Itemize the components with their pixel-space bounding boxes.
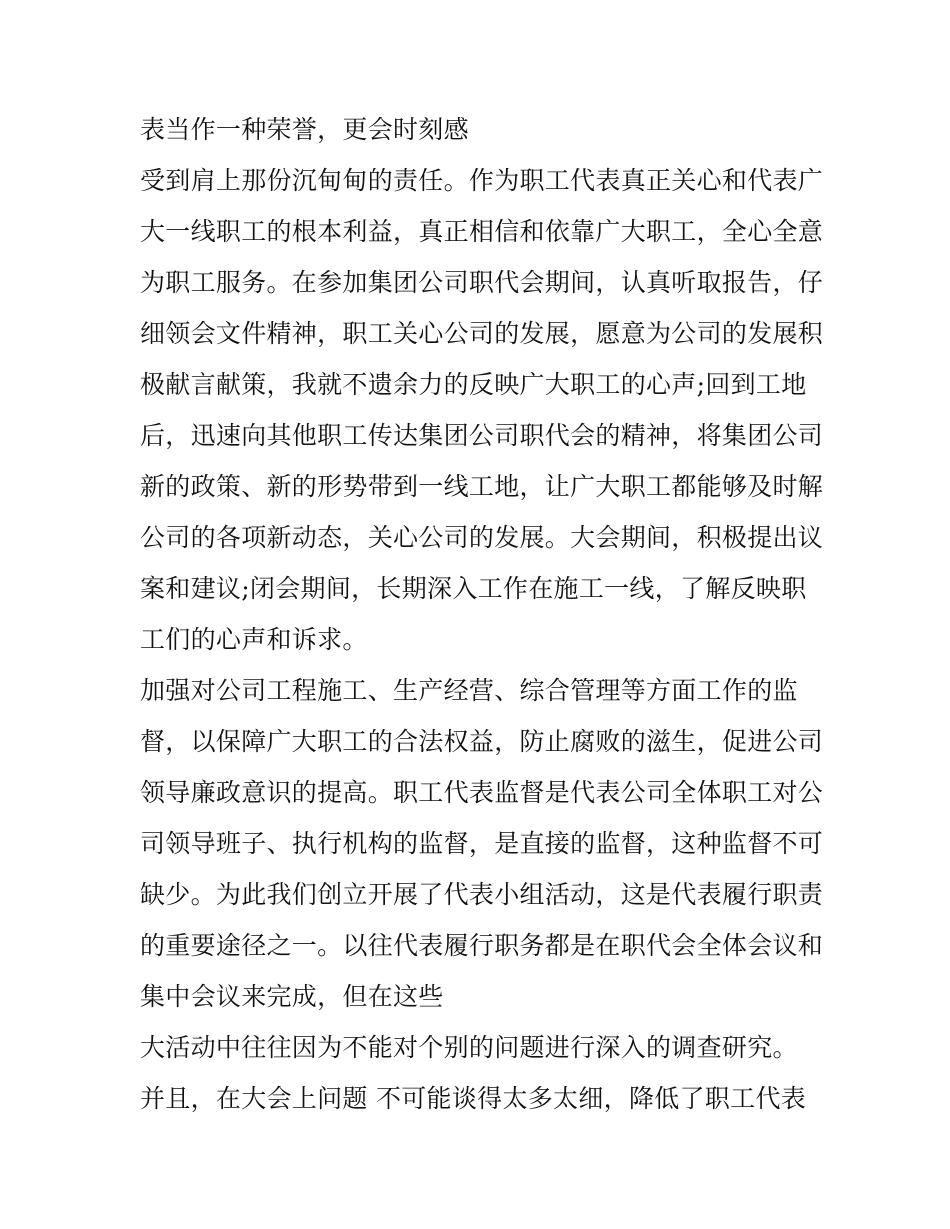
text-line: 后，迅速向其他职工传达集团公司职代会的精神，将集团公司 xyxy=(140,421,824,450)
text-line: 表当作一种荣誉，更会时刻感 xyxy=(140,115,469,144)
text-line: 新的政策、新的形势带到一线工地，让广大职工都能够及时解 xyxy=(140,472,824,501)
text-line: 为职工服务。在参加集团公司职代会期间，认真听取报告，仔 xyxy=(140,268,824,297)
text-line: 的重要途径之一。以往代表履行职务都是在职代会全体会议和 xyxy=(140,931,824,960)
text-line: 领导廉政意识的提高。职工代表监督是代表公司全体职工对公 xyxy=(140,778,824,807)
text-line: 极献言献策，我就不遗余力的反映广大职工的心声;回到工地 xyxy=(140,370,807,399)
text-line: 司领导班子、执行机构的监督，是直接的监督，这种监督不可 xyxy=(140,829,824,858)
text-line: 大一线职工的根本利益，真正相信和依靠广大职工，全心全意 xyxy=(140,217,824,246)
text-line: 公司的各项新动态，关心公司的发展。大会期间，积极提出议 xyxy=(140,523,824,552)
text-line: 缺少。为此我们创立开展了代表小组活动，这是代表履行职责 xyxy=(140,880,824,909)
text-line: 并且，在大会上问题 不可能谈得太多太细，降低了职工代表 xyxy=(140,1084,807,1113)
text-line: 案和建议;闭会期间，长期深入工作在施工一线，了解反映职 xyxy=(140,574,807,603)
text-line: 督，以保障广大职工的合法权益，防止腐败的滋生，促进公司 xyxy=(140,727,824,756)
text-line: 集中会议来完成，但在这些 xyxy=(140,982,444,1011)
text-line: 受到肩上那份沉甸甸的责任。作为职工代表真正关心和代表广 xyxy=(140,166,824,195)
text-line: 加强对公司工程施工、生产经营、综合管理等方面工作的监 xyxy=(140,676,798,705)
text-line: 工们的心声和诉求。 xyxy=(140,625,368,654)
text-line: 细领会文件精神，职工关心公司的发展，愿意为公司的发展积 xyxy=(140,319,824,348)
text-line: 大活动中往往因为不能对个别的问题进行深入的调查研究。 xyxy=(140,1033,798,1062)
